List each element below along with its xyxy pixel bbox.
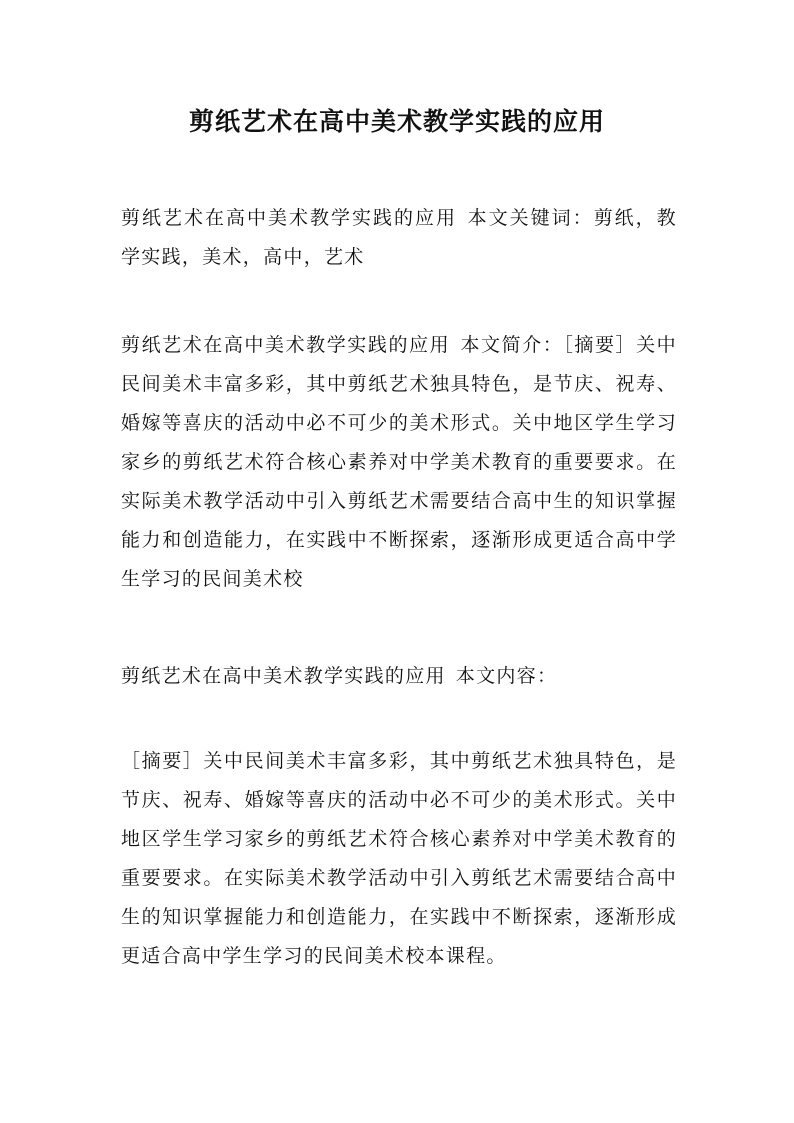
content-article-title: 剪纸艺术在高中美术教学实践的应用 <box>121 665 446 687</box>
summary-text: ［摘要］关中民间美术丰富多彩，其中剪纸艺术独具特色，是节庆、祝寿、婚嫁等喜庆的活动中必不可少的美术形式。关中地区学生学习家乡的剪纸艺术符合核心素养对中学美术教育的重要要求。在实际美术教学活动中引入剪纸艺术需要结合高中生的知识掌握能力和创造能力，在实践中不断探索，逐渐形成更适合高中学生学习的民间美术校 <box>121 334 677 590</box>
summary-article-title: 剪纸艺术在高中美术教学实践的应用 <box>121 334 451 356</box>
keywords-article-title: 剪纸艺术在高中美术教学实践的应用 <box>121 207 457 229</box>
content-label: 本文内容： <box>455 665 558 687</box>
keywords-paragraph <box>121 199 677 277</box>
document-title: 剪纸艺术在高中美术教学实践的应用 <box>188 107 605 136</box>
keywords-label: 本文关键词： <box>466 207 594 229</box>
keywords-list: 剪纸，教学实践，美术，高中，艺术 <box>121 207 677 268</box>
summary-paragraph <box>121 326 677 599</box>
abstract-paragraph: ［摘要］关中民间美术丰富多彩，其中剪纸艺术独具特色，是节庆、祝寿、婚嫁等喜庆的活动中必不可少的美术形式。关中地区学生学习家乡的剪纸艺术符合核心素养对中学美术教育的重要要求。在实际美术教学活动中引入剪纸艺术需要结合高中生的知识掌握能力和创造能力，在实践中不断探索，逐渐形成更适合高中学生学习的民间美术校本课程。 <box>121 750 677 967</box>
content-heading-paragraph <box>121 657 677 696</box>
summary-label: 本文简介： <box>460 334 564 356</box>
